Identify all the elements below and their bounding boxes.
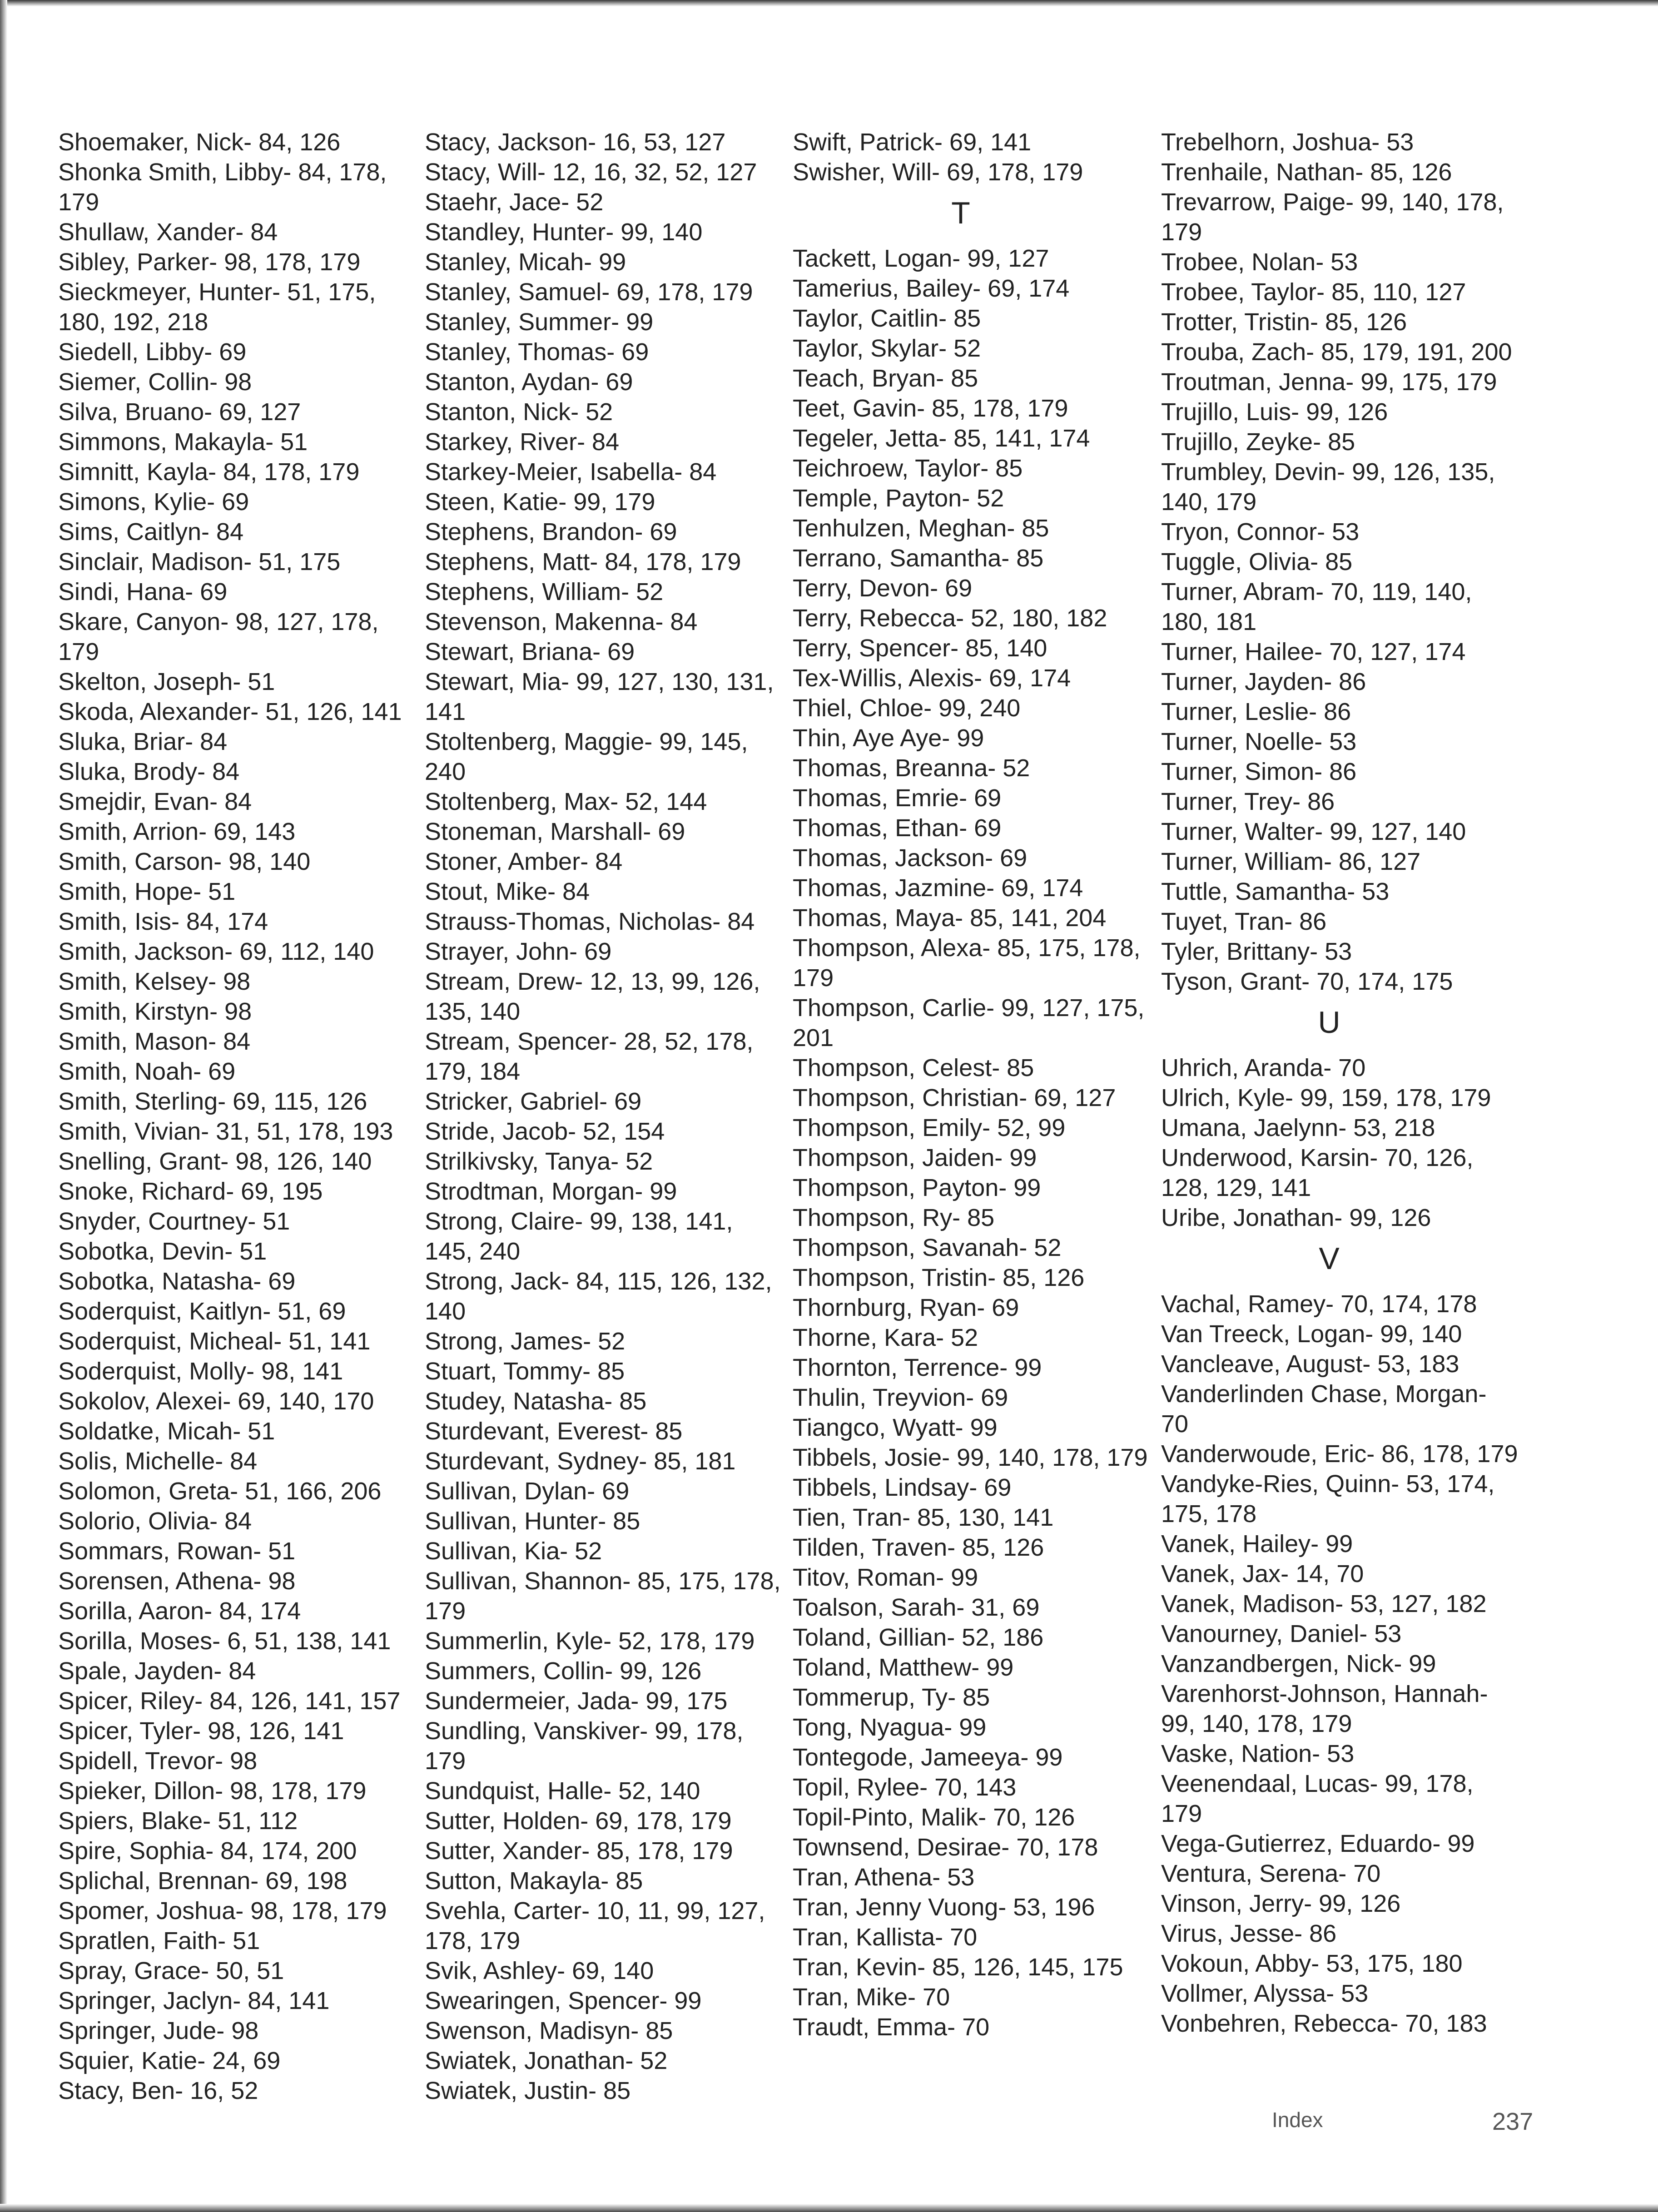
index-entry: Sullivan, Shannon- 85, 175, 178, 179	[425, 1567, 781, 1625]
index-entry: Snoke, Richard- 69, 195	[58, 1178, 323, 1205]
index-entry: Turner, Hailee- 70, 127, 174	[1161, 638, 1466, 665]
index-entry: Stuart, Tommy- 85	[425, 1358, 625, 1385]
index-entry: Simnitt, Kayla- 84, 178, 179	[58, 458, 360, 486]
index-entry: Smith, Arrion- 69, 143	[58, 818, 296, 845]
index-entry: Swiatek, Jonathan- 52	[425, 2047, 668, 2074]
index-entry: Thornburg, Ryan- 69	[793, 1294, 1019, 1321]
index-entry: Turner, William- 86, 127	[1161, 848, 1421, 875]
index-entry: Thompson, Savanah- 52	[793, 1234, 1062, 1261]
section-letter-v: V	[1319, 1241, 1340, 1276]
index-entry: Thomas, Emrie- 69	[793, 784, 1002, 812]
index-entry: Trevarrow, Paige- 99, 140, 178, 179	[1161, 188, 1504, 246]
index-entry: Toalson, Sarah- 31, 69	[793, 1594, 1040, 1621]
index-entry: Terry, Rebecca- 52, 180, 182	[793, 605, 1107, 632]
index-entry: Thin, Aye Aye- 99	[793, 724, 984, 752]
index-entry: Taylor, Caitlin- 85	[793, 305, 981, 332]
index-entry: Tong, Nyagua- 99	[793, 1714, 987, 1741]
index-entry: Swearingen, Spencer- 99	[425, 1987, 702, 2014]
index-entry: Thiel, Chloe- 99, 240	[793, 694, 1021, 722]
index-entry: Terry, Spencer- 85, 140	[793, 635, 1047, 662]
page-number: 237	[1492, 2108, 1534, 2135]
index-entry: Virus, Jesse- 86	[1161, 1920, 1337, 1947]
index-entry: Snyder, Courtney- 51	[58, 1208, 290, 1235]
index-entry: Stevenson, Makenna- 84	[425, 608, 698, 635]
index-entry: Thompson, Celest- 85	[793, 1054, 1034, 1081]
index-entry: Sieckmeyer, Hunter- 51, 175, 180, 192, 218	[58, 278, 376, 336]
index-entry: Sobotka, Natasha- 69	[58, 1268, 296, 1295]
index-entry: Splichal, Brennan- 69, 198	[58, 1867, 347, 1895]
index-entry: Umana, Jaelynn- 53, 218	[1161, 1114, 1435, 1141]
index-entry: Strauss-Thomas, Nicholas- 84	[425, 908, 755, 935]
index-entry: Shullaw, Xander- 84	[58, 218, 278, 246]
index-entry: Turner, Jayden- 86	[1161, 668, 1366, 695]
index-entry: Tyler, Brittany- 53	[1161, 938, 1352, 965]
index-entry: Trujillo, Zeyke- 85	[1161, 428, 1355, 456]
index-entry: Stephens, William- 52	[425, 578, 664, 605]
index-entry: Tibbels, Josie- 99, 140, 178, 179	[793, 1444, 1148, 1471]
index-entry: Tiangco, Wyatt- 99	[793, 1414, 998, 1441]
index-entry: Tamerius, Bailey- 69, 174	[793, 275, 1070, 302]
index-entry: Smith, Noah- 69	[58, 1058, 236, 1085]
index-entry: Sundermeier, Jada- 99, 175	[425, 1687, 728, 1715]
page-edge-left	[0, 0, 7, 2212]
index-entry: Thomas, Ethan- 69	[793, 814, 1002, 842]
index-entry: Spale, Jayden- 84	[58, 1657, 256, 1685]
index-entry: Sommars, Rowan- 51	[58, 1537, 296, 1565]
index-entry: Topil-Pinto, Malik- 70, 126	[793, 1804, 1075, 1831]
index-entry: Thompson, Christian- 69, 127	[793, 1084, 1116, 1111]
index-entry: Skoda, Alexander- 51, 126, 141	[58, 698, 402, 725]
index-entry: Skare, Canyon- 98, 127, 178, 179	[58, 608, 379, 665]
index-entry: Strong, James- 52	[425, 1328, 625, 1355]
index-entry: Siemer, Collin- 98	[58, 368, 252, 396]
index-entry: Strong, Claire- 99, 138, 141, 145, 240	[425, 1208, 733, 1265]
index-entry: Stephens, Matt- 84, 178, 179	[425, 548, 741, 575]
index-entry: Thulin, Treyvion- 69	[793, 1384, 1008, 1411]
index-entry: Tran, Kevin- 85, 126, 145, 175	[793, 1954, 1123, 1981]
index-entry: Tommerup, Ty- 85	[793, 1684, 990, 1711]
index-entry: Teach, Bryan- 85	[793, 365, 978, 392]
index-column-3	[793, 127, 1152, 2042]
index-entry: Ventura, Serena- 70	[1161, 1860, 1381, 1887]
index-entry: Sutton, Makayla- 85	[425, 1867, 643, 1895]
index-entry: Trebelhorn, Joshua- 53	[1161, 129, 1414, 156]
index-entry: Vanourney, Daniel- 53	[1161, 1620, 1402, 1647]
index-entry: Strilkivsky, Tanya- 52	[425, 1148, 653, 1175]
index-column-1	[58, 127, 417, 2106]
index-entry: Sutter, Xander- 85, 178, 179	[425, 1837, 733, 1865]
index-entry: Smith, Hope- 51	[58, 878, 236, 905]
index-entry: Thompson, Jaiden- 99	[793, 1144, 1037, 1171]
index-entry: Vonbehren, Rebecca- 70, 183	[1161, 2010, 1487, 2037]
index-entry: Titov, Roman- 99	[793, 1564, 978, 1591]
index-entry: Spratlen, Faith- 51	[58, 1927, 260, 1954]
index-entry: Thompson, Carlie- 99, 127, 175, 201	[793, 994, 1145, 1051]
index-entry: Studey, Natasha- 85	[425, 1388, 647, 1415]
index-entry: Thomas, Jackson- 69	[793, 844, 1028, 872]
index-entry: Turner, Walter- 99, 127, 140	[1161, 818, 1466, 845]
index-entry: Strong, Jack- 84, 115, 126, 132, 140	[425, 1268, 772, 1325]
index-entry: Stewart, Mia- 99, 127, 130, 131, 141	[425, 668, 774, 725]
index-entry: Summers, Collin- 99, 126	[425, 1657, 702, 1685]
index-entry: Teet, Gavin- 85, 178, 179	[793, 395, 1068, 422]
index-entry: Snelling, Grant- 98, 126, 140	[58, 1148, 372, 1175]
index-entry: Uribe, Jonathan- 99, 126	[1161, 1204, 1431, 1231]
index-entry: Solomon, Greta- 51, 166, 206	[58, 1478, 382, 1505]
index-entry: Tran, Athena- 53	[793, 1864, 975, 1891]
index-entry: Trotter, Tristin- 85, 126	[1161, 308, 1407, 336]
index-entry: Tran, Mike- 70	[793, 1984, 950, 2011]
index-column-2	[425, 127, 784, 2106]
index-entry: Soldatke, Micah- 51	[58, 1418, 275, 1445]
index-entry: Stephens, Brandon- 69	[425, 518, 677, 546]
index-entry: Thompson, Tristin- 85, 126	[793, 1264, 1085, 1291]
entries-u	[1161, 1053, 1520, 1233]
index-entry: Stride, Jacob- 52, 154	[425, 1118, 665, 1145]
entries-v	[1161, 1289, 1520, 2038]
index-entry: Tuggle, Olivia- 85	[1161, 548, 1353, 575]
page-edge-bottom	[0, 2204, 1658, 2212]
index-entry: Tegeler, Jetta- 85, 141, 174	[793, 425, 1090, 452]
index-entry: Townsend, Desirae- 70, 178	[793, 1834, 1098, 1861]
index-entry: Smith, Mason- 84	[58, 1028, 251, 1055]
index-entry: Tex-Willis, Alexis- 69, 174	[793, 665, 1071, 692]
index-entry: Smith, Sterling- 69, 115, 126	[58, 1088, 367, 1115]
index-entry: Turner, Noelle- 53	[1161, 728, 1357, 755]
page-edge-top	[0, 0, 1658, 6]
index-entry: Tran, Jenny Vuong- 53, 196	[793, 1894, 1095, 1921]
index-entry: Stacy, Will- 12, 16, 32, 52, 127	[425, 159, 757, 186]
index-entry: Squier, Katie- 24, 69	[58, 2047, 281, 2074]
index-entry: Taylor, Skylar- 52	[793, 335, 981, 362]
index-entry: Swift, Patrick- 69, 141	[793, 129, 1032, 156]
index-entry: Vancleave, August- 53, 183	[1161, 1350, 1459, 1378]
index-entry: Spicer, Riley- 84, 126, 141, 157	[58, 1687, 401, 1715]
index-entry: Springer, Jaclyn- 84, 141	[58, 1987, 330, 2014]
index-entry: Spidell, Trevor- 98	[58, 1747, 258, 1775]
index-entry: Thorne, Kara- 52	[793, 1324, 978, 1351]
index-entry: Spiers, Blake- 51, 112	[58, 1807, 298, 1835]
index-entry: Sullivan, Dylan- 69	[425, 1478, 630, 1505]
index-entry: Ulrich, Kyle- 99, 159, 178, 179	[1161, 1084, 1491, 1111]
index-entry: Traudt, Emma- 70	[793, 2014, 990, 2041]
index-entry: Swiatek, Justin- 85	[425, 2077, 631, 2104]
index-entry: Siedell, Libby- 69	[58, 338, 247, 366]
index-entry: Thomas, Breanna- 52	[793, 754, 1030, 782]
index-entry: Sundling, Vanskiver- 99, 178, 179	[425, 1717, 744, 1775]
index-entry: Starkey-Meier, Isabella- 84	[425, 458, 717, 486]
index-entry: Sorilla, Moses- 6, 51, 138, 141	[58, 1627, 391, 1655]
index-entry: Stacy, Ben- 16, 52	[58, 2077, 258, 2104]
index-entry: Skelton, Joseph- 51	[58, 668, 275, 695]
index-entry: Vanderlinden Chase, Morgan- 70	[1161, 1380, 1487, 1438]
section-letter-t: T	[951, 196, 970, 230]
index-entry: Spray, Grace- 50, 51	[58, 1957, 284, 1984]
index-entry: Stanley, Summer- 99	[425, 308, 654, 336]
index-entry: Standley, Hunter- 99, 140	[425, 218, 703, 246]
index-entry: Svehla, Carter- 10, 11, 99, 127, 178, 179	[425, 1897, 765, 1954]
index-entry: Uhrich, Aranda- 70	[1161, 1054, 1366, 1081]
index-entry: Stewart, Briana- 69	[425, 638, 635, 665]
index-entry: Svik, Ashley- 69, 140	[425, 1957, 654, 1984]
index-entry: Simons, Kylie- 69	[58, 488, 249, 516]
index-entry: Swenson, Madisyn- 85	[425, 2017, 673, 2044]
index-entry: Tuyet, Tran- 86	[1161, 908, 1327, 935]
index-entry: Tryon, Connor- 53	[1161, 518, 1360, 546]
index-entry: Teichroew, Taylor- 85	[793, 455, 1023, 482]
index-entry: Soderquist, Micheal- 51, 141	[58, 1328, 371, 1355]
index-entry: Thomas, Maya- 85, 141, 204	[793, 904, 1107, 932]
index-entry: Smejdir, Evan- 84	[58, 788, 252, 815]
index-entry: Stricker, Gabriel- 69	[425, 1088, 642, 1115]
index-entry: Veenendaal, Lucas- 99, 178, 179	[1161, 1770, 1474, 1827]
index-entry: Sturdevant, Everest- 85	[425, 1418, 683, 1445]
index-entry: Vanek, Jax- 14, 70	[1161, 1560, 1364, 1587]
index-entry: Sinclair, Madison- 51, 175	[58, 548, 341, 575]
index-entry: Thompson, Emily- 52, 99	[793, 1114, 1066, 1141]
index-entry: Tontegode, Jameeya- 99	[793, 1744, 1063, 1771]
index-entry: Tien, Tran- 85, 130, 141	[793, 1504, 1054, 1531]
index-entry: Vega-Gutierrez, Eduardo- 99	[1161, 1830, 1475, 1857]
index-entry: Vachal, Ramey- 70, 174, 178	[1161, 1290, 1477, 1318]
index-entry: Stream, Drew- 12, 13, 99, 126, 135, 140	[425, 968, 760, 1025]
index-entry: Sluka, Briar- 84	[58, 728, 228, 755]
index-entry: Stanley, Thomas- 69	[425, 338, 649, 366]
index-entry: Staehr, Jace- 52	[425, 188, 604, 216]
index-entry: Starkey, River- 84	[425, 428, 620, 456]
index-entry: Silva, Bruano- 69, 127	[58, 398, 301, 426]
index-entry: Sturdevant, Sydney- 85, 181	[425, 1448, 736, 1475]
index-entry: Spicer, Tyler- 98, 126, 141	[58, 1717, 344, 1745]
index-entry: Turner, Trey- 86	[1161, 788, 1335, 815]
index-entry: Soderquist, Kaitlyn- 51, 69	[58, 1298, 346, 1325]
index-entry: Thornton, Terrence- 99	[793, 1354, 1042, 1381]
index-entry: Tuttle, Samantha- 53	[1161, 878, 1390, 905]
footer-label: Index	[1272, 2108, 1323, 2132]
index-entry: Turner, Abram- 70, 119, 140, 180, 181	[1161, 578, 1472, 635]
index-entry: Tenhulzen, Meghan- 85	[793, 515, 1049, 542]
index-entry: Trenhaile, Nathan- 85, 126	[1161, 159, 1452, 186]
index-entry: Vokoun, Abby- 53, 175, 180	[1161, 1950, 1463, 1977]
index-entry: Solis, Michelle- 84	[58, 1448, 258, 1475]
index-entry: Spomer, Joshua- 98, 178, 179	[58, 1897, 387, 1924]
index-entry: Sindi, Hana- 69	[58, 578, 228, 605]
index-entry: Simmons, Makayla- 51	[58, 428, 308, 456]
index-entry: Vanek, Hailey- 99	[1161, 1530, 1353, 1557]
index-entry: Smith, Kelsey- 98	[58, 968, 251, 995]
index-entry: Spire, Sophia- 84, 174, 200	[58, 1837, 357, 1865]
index-entry: Tilden, Traven- 85, 126	[793, 1534, 1044, 1561]
index-entry: Smith, Jackson- 69, 112, 140	[58, 938, 374, 965]
index-entry: Trobee, Taylor- 85, 110, 127	[1161, 278, 1466, 306]
index-entry: Vaske, Nation- 53	[1161, 1740, 1355, 1767]
index-entry: Underwood, Karsin- 70, 126, 128, 129, 141	[1161, 1144, 1474, 1201]
index-entry: Trobee, Nolan- 53	[1161, 248, 1358, 276]
index-entry: Thompson, Ry- 85	[793, 1204, 995, 1231]
index-entry: Sobotka, Devin- 51	[58, 1238, 267, 1265]
index-entry: Steen, Katie- 99, 179	[425, 488, 655, 516]
index-entry: Stanley, Micah- 99	[425, 248, 626, 276]
index-entry: Vinson, Jerry- 99, 126	[1161, 1890, 1401, 1917]
index-entry: Sutter, Holden- 69, 178, 179	[425, 1807, 732, 1835]
index-entry: Soderquist, Molly- 98, 141	[58, 1358, 343, 1385]
index-entry: Stacy, Jackson- 16, 53, 127	[425, 129, 726, 156]
index-column-4	[1161, 127, 1520, 2038]
index-entry: Swisher, Will- 69, 178, 179	[793, 159, 1083, 186]
index-entry: Stream, Spencer- 28, 52, 178, 179, 184	[425, 1028, 754, 1085]
index-entry: Stoner, Amber- 84	[425, 848, 623, 875]
index-entry: Trouba, Zach- 85, 179, 191, 200	[1161, 338, 1512, 366]
index-entry: Stoneman, Marshall- 69	[425, 818, 685, 845]
index-entry: Vanek, Madison- 53, 127, 182	[1161, 1590, 1487, 1617]
index-entry: Terry, Devon- 69	[793, 575, 973, 602]
index-entry: Stanley, Samuel- 69, 178, 179	[425, 278, 753, 306]
entries-t-tail	[1161, 127, 1520, 997]
index-entry: Thompson, Alexa- 85, 175, 178, 179	[793, 934, 1141, 992]
index-entry: Strayer, John- 69	[425, 938, 612, 965]
index-entry: Stoltenberg, Maggie- 99, 145, 240	[425, 728, 748, 785]
index-entry: Sokolov, Alexei- 69, 140, 170	[58, 1388, 374, 1415]
index-entry: Sorensen, Athena- 98	[58, 1567, 296, 1595]
index-entry: Toland, Gillian- 52, 186	[793, 1624, 1044, 1651]
index-entry: Vanderwoude, Eric- 86, 178, 179	[1161, 1440, 1518, 1468]
entries-s-tail	[793, 127, 1152, 187]
index-entry: Sluka, Brody- 84	[58, 758, 240, 785]
index-entry: Tyson, Grant- 70, 174, 175	[1161, 968, 1453, 995]
index-entry: Summerlin, Kyle- 52, 178, 179	[425, 1627, 755, 1655]
index-entry: Sullivan, Hunter- 85	[425, 1508, 640, 1535]
index-entry: Smith, Isis- 84, 174	[58, 908, 268, 935]
index-entry: Vandyke-Ries, Quinn- 53, 174, 175, 178	[1161, 1470, 1495, 1528]
index-entry: Shoemaker, Nick- 84, 126	[58, 129, 341, 156]
index-entry: Sims, Caitlyn- 84	[58, 518, 244, 546]
index-entry: Trumbley, Devin- 99, 126, 135, 140, 179	[1161, 458, 1495, 516]
index-entry: Terrano, Samantha- 85	[793, 545, 1044, 572]
index-entry: Tibbels, Lindsay- 69	[793, 1474, 1012, 1501]
index-entry: Sibley, Parker- 98, 178, 179	[58, 248, 361, 276]
index-entry: Smith, Vivian- 31, 51, 178, 193	[58, 1118, 393, 1145]
index-entry: Troutman, Jenna- 99, 175, 179	[1161, 368, 1497, 396]
index-entry: Solorio, Olivia- 84	[58, 1508, 252, 1535]
index-entry: Stout, Mike- 84	[425, 878, 590, 905]
index-entry: Tran, Kallista- 70	[793, 1924, 978, 1951]
index-entry: Smith, Carson- 98, 140	[58, 848, 311, 875]
index-entry: Spieker, Dillon- 98, 178, 179	[58, 1777, 367, 1805]
index-entry: Trujillo, Luis- 99, 126	[1161, 398, 1388, 426]
index-entry: Stanton, Aydan- 69	[425, 368, 633, 396]
section-letter-u: U	[1318, 1005, 1340, 1040]
index-entry: Toland, Matthew- 99	[793, 1654, 1014, 1681]
index-entry: Vanzandbergen, Nick- 99	[1161, 1650, 1436, 1677]
index-entry: Temple, Payton- 52	[793, 485, 1004, 512]
index-entry: Sundquist, Halle- 52, 140	[425, 1777, 700, 1805]
index-entry: Strodtman, Morgan- 99	[425, 1178, 677, 1205]
index-entry: Turner, Leslie- 86	[1161, 698, 1351, 725]
index-entry: Springer, Jude- 98	[58, 2017, 259, 2044]
index-entry: Topil, Rylee- 70, 143	[793, 1774, 1017, 1801]
index-entry: Sullivan, Kia- 52	[425, 1537, 602, 1565]
index-entry: Vollmer, Alyssa- 53	[1161, 1980, 1369, 2007]
index-entry: Turner, Simon- 86	[1161, 758, 1357, 785]
index-entry: Stanton, Nick- 52	[425, 398, 613, 426]
index-entry: Stoltenberg, Max- 52, 144	[425, 788, 707, 815]
index-entry: Thompson, Payton- 99	[793, 1174, 1041, 1201]
index-entry: Sorilla, Aaron- 84, 174	[58, 1597, 301, 1625]
index-entry: Tackett, Logan- 99, 127	[793, 245, 1049, 272]
index-entry: Shonka Smith, Libby- 84, 178, 179	[58, 159, 387, 216]
index-entry: Van Treeck, Logan- 99, 140	[1161, 1320, 1462, 1348]
index-entry: Varenhorst-Johnson, Hannah- 99, 140, 178, 179	[1161, 1680, 1488, 1737]
entries-t	[793, 243, 1152, 2042]
index-entry: Smith, Kirstyn- 98	[58, 998, 252, 1025]
index-entry: Thomas, Jazmine- 69, 174	[793, 874, 1083, 902]
